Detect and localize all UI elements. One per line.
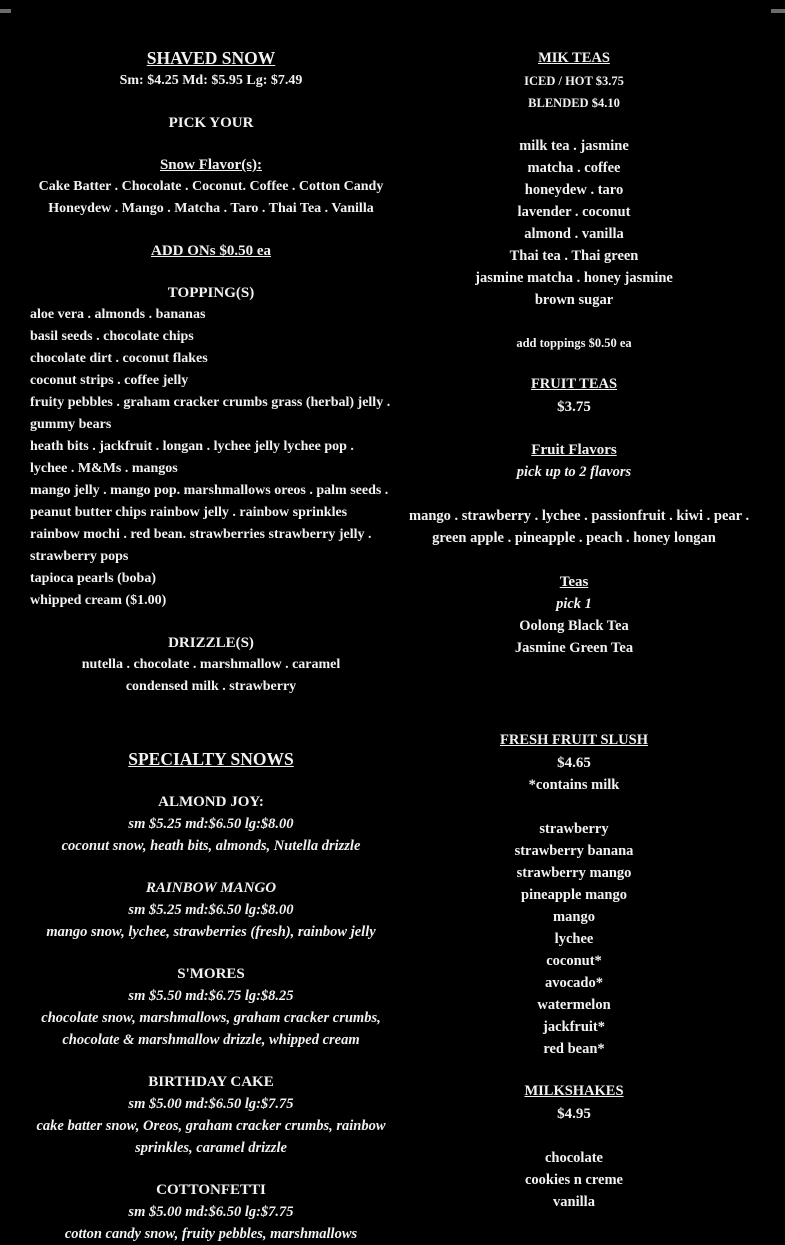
spacer — [21, 857, 401, 877]
milk-tea-flavor-line: lavender . coconut — [517, 204, 631, 220]
spacer — [409, 483, 739, 505]
spacer — [21, 220, 401, 240]
spacer — [21, 1159, 401, 1179]
topping-line: lychee . M&Ms . mangos — [30, 461, 178, 476]
left-column — [21, 46, 401, 1245]
slush-flavor-line: watermelon — [537, 997, 611, 1013]
spacer — [409, 659, 739, 728]
section-title-fruit-teas: FRUIT TEAS — [530, 376, 618, 392]
topping-line: rainbow mochi . red bean. strawberries strawberry jelly . — [30, 527, 372, 542]
spacer — [409, 418, 739, 439]
fruit-flavors-heading: Fruit Flavors — [531, 442, 617, 458]
teas-heading: Teas — [559, 574, 589, 590]
spacer — [21, 943, 401, 963]
specialty-item-desc: cotton candy snow, fruity pebbles, marshmallows — [64, 1226, 358, 1242]
right-column — [409, 46, 750, 1213]
milk-tea-flavor-line: matcha . coffee — [527, 160, 621, 176]
topping-line: strawberry pops — [30, 549, 129, 564]
specialty-item-name: BIRTHDAY CAKE — [148, 1074, 274, 1090]
topping-line: whipped cream ($1.00) — [30, 593, 167, 608]
slush-flavor-line: lychee — [554, 931, 594, 947]
spacer — [409, 114, 739, 135]
slush-flavor-line: strawberry — [539, 821, 609, 837]
section-title-milkshakes: MILKSHAKES — [524, 1083, 624, 1099]
add-toppings-note: add toppings $0.50 ea — [516, 336, 632, 350]
slush-milk-note: *contains milk — [528, 777, 620, 793]
spacer — [21, 262, 401, 282]
specialty-item-price: sm $5.25 md:$6.50 lg:$8.00 — [128, 816, 294, 832]
topping-line: peanut butter chips rainbow jelly . rainbow sprinkles — [30, 505, 348, 520]
specialty-item-desc: cake batter snow, Oreos, graham cracker crumbs, rainbow — [36, 1118, 386, 1134]
toppings-heading: TOPPING(S) — [167, 285, 255, 301]
specialty-item-name: S'MORES — [177, 966, 245, 982]
slush-flavor-line: pineapple mango — [521, 887, 627, 903]
milk-tea-flavor-line: honeydew . taro — [524, 182, 624, 198]
section-title-shaved-snow: SHAVED SNOW — [146, 48, 276, 68]
milkshake-flavor-line: cookies n creme — [525, 1172, 623, 1188]
milkshake-flavor-line: chocolate — [545, 1150, 603, 1166]
spacer — [409, 354, 739, 372]
fruit-flavors-note: pick up to 2 flavors — [516, 464, 632, 480]
slush-price: $4.65 — [557, 755, 591, 771]
spacer — [409, 796, 739, 818]
specialty-item-name: COTTONFETTI — [156, 1182, 266, 1198]
section-title-specialty-snows: SPECIALTY SNOWS — [128, 749, 294, 769]
topping-line: aloe vera . almonds . bananas — [30, 307, 206, 322]
fruit-flavors-line: mango . strawberry . lychee . passionfruit . kiwi . pear . — [409, 508, 750, 524]
snow-flavors-line: Honeydew . Mango . Matcha . Taro . Thai Tea . Vanilla — [48, 201, 374, 216]
topping-line: tapioca pearls (boba) — [30, 571, 156, 586]
milkshakes-price: $4.95 — [557, 1106, 591, 1122]
specialty-item-price: sm $5.25 md:$6.50 lg:$8.00 — [128, 902, 294, 918]
milkshake-flavor-line: vanilla — [553, 1194, 595, 1210]
specialty-item-name: RAINBOW MANGO — [145, 880, 277, 896]
slush-flavor-line: red bean* — [543, 1041, 605, 1057]
topping-line: gummy bears — [30, 417, 112, 432]
specialty-item-desc: chocolate snow, marshmallows, graham cracker crumbs, — [41, 1010, 381, 1026]
specialty-item-price: sm $5.00 md:$6.50 lg:$7.75 — [128, 1096, 294, 1112]
milk-teas-iced-hot-price: ICED / HOT $3.75 — [524, 74, 624, 88]
milk-teas-blended-price: BLENDED $4.10 — [528, 96, 620, 110]
spacer — [21, 771, 401, 791]
slush-flavor-line: avocado* — [545, 975, 603, 991]
tea-option-line: Oolong Black Tea — [519, 618, 629, 634]
window-edge-handle-left[interactable] — [0, 9, 11, 13]
tea-option-line: Jasmine Green Tea — [514, 640, 634, 656]
section-title-fresh-fruit-slush: FRESH FRUIT SLUSH — [500, 732, 648, 748]
milk-tea-flavor-line: milk tea . jasmine — [519, 138, 629, 154]
slush-flavor-line: strawberry mango — [516, 865, 632, 881]
topping-line: basil seeds . chocolate chips — [30, 329, 194, 344]
teas-note: pick 1 — [556, 596, 592, 612]
spacer — [21, 612, 401, 632]
specialty-item-desc: chocolate & marshmallow drizzle, whipped cream — [62, 1032, 360, 1048]
drizzle-line: nutella . chocolate . marshmallow . caramel — [81, 657, 341, 672]
specialty-item-price: sm $5.50 md:$6.75 lg:$8.25 — [128, 988, 294, 1004]
snow-flavors-heading: Snow Flavor(s): — [159, 157, 263, 173]
topping-line: fruity pebbles . graham cracker crumbs grass (herbal) jelly . — [30, 395, 391, 410]
specialty-item-name: ALMOND JOY: — [158, 794, 264, 810]
spacer — [21, 1051, 401, 1071]
milk-tea-flavor-line: brown sugar — [534, 292, 614, 308]
spacer — [409, 311, 739, 332]
topping-line: coconut strips . coffee jelly — [30, 373, 189, 388]
add-ons-heading: ADD ONs $0.50 ea — [151, 243, 271, 259]
milk-tea-flavor-line: jasmine matcha . honey jasmine — [475, 270, 673, 286]
drizzle-heading: DRIZZLE(S) — [168, 635, 254, 651]
spacer — [409, 1060, 739, 1079]
specialty-item-desc: mango snow, lychee, strawberries (fresh), rainbow jelly — [46, 924, 376, 940]
slush-flavor-line: jackfruit* — [542, 1019, 605, 1035]
topping-line: chocolate dirt . coconut flakes — [30, 351, 208, 366]
spacer — [21, 698, 401, 747]
spacer — [21, 134, 401, 154]
spacer — [21, 92, 401, 112]
slush-flavor-line: coconut* — [546, 953, 602, 969]
milk-tea-flavor-line: almond . vanilla — [524, 226, 624, 242]
slush-flavor-line: strawberry banana — [514, 843, 634, 859]
spacer — [409, 1125, 739, 1147]
specialty-item-price: sm $5.00 md:$6.50 lg:$7.75 — [128, 1204, 294, 1220]
slush-flavor-line: mango — [553, 909, 595, 925]
milk-tea-flavor-line: Thai tea . Thai green — [509, 248, 639, 264]
specialty-item-desc: coconut snow, heath bits, almonds, Nutella drizzle — [61, 838, 361, 854]
snow-flavors-line: Cake Batter . Chocolate . Coconut. Coffee . Cotton Candy — [38, 179, 384, 194]
pick-your-label: PICK YOUR — [168, 115, 254, 131]
window-edge-handle-right[interactable] — [771, 9, 785, 13]
topping-line: heath bits . jackfruit . longan . lychee jelly lychee pop . — [30, 439, 354, 454]
shaved-snow-prices: Sm: $4.25 Md: $5.95 Lg: $7.49 — [119, 73, 303, 88]
topping-line: mango jelly . mango pop. marshmallows oreos . palm seeds . — [30, 483, 389, 498]
section-title-milk-teas: MIK TEAS — [538, 50, 610, 66]
fruit-teas-price: $3.75 — [557, 399, 591, 415]
spacer — [409, 549, 739, 571]
drizzle-line: condensed milk . strawberry — [125, 679, 297, 694]
specialty-item-desc: sprinkles, caramel drizzle — [135, 1140, 287, 1156]
fruit-flavors-line: green apple . pineapple . peach . honey longan — [432, 530, 716, 546]
